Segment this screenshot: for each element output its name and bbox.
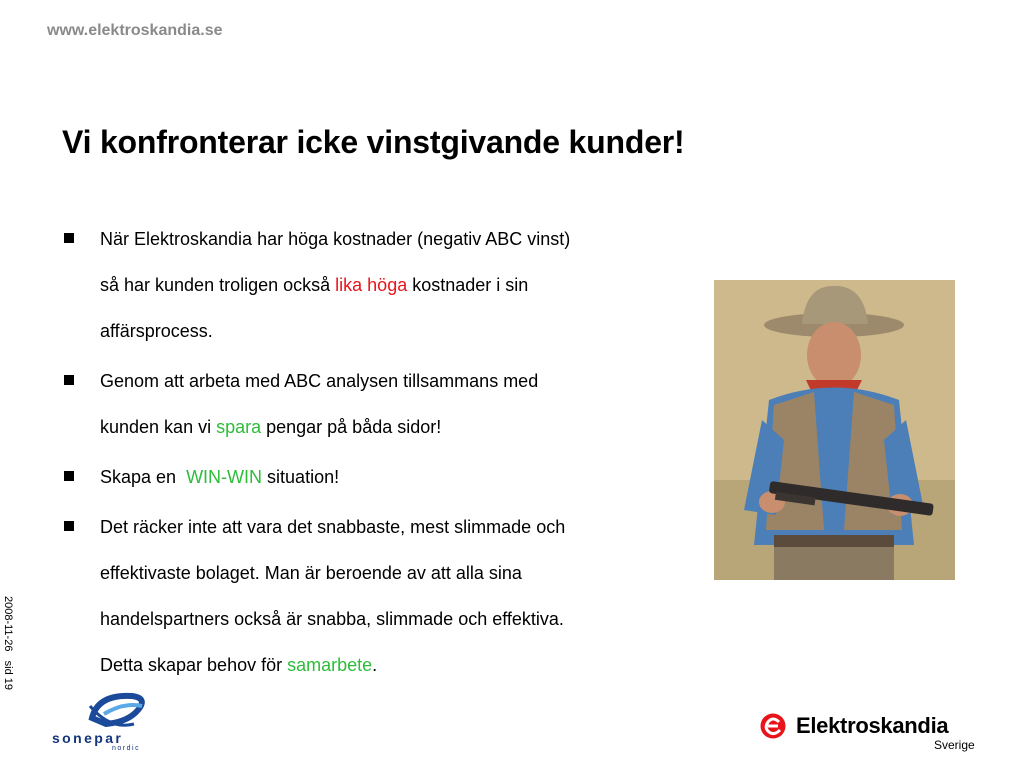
bullet-text: Detta skapar behov för bbox=[100, 655, 288, 675]
square-bullet-icon bbox=[64, 521, 74, 531]
square-bullet-icon bbox=[64, 233, 74, 243]
sonepar-wordmark: sonepar bbox=[52, 730, 124, 746]
bullet-text: pengar på båda sidor! bbox=[261, 417, 442, 437]
bullet-text: kostnader i sin bbox=[407, 275, 529, 295]
bullet-text: situation! bbox=[262, 467, 340, 487]
bullet-text: kunden kan vi bbox=[100, 417, 217, 437]
bullet-list bbox=[62, 216, 652, 692]
bullet-text: Genom att arbeta med ABC analysen tillsammans med bbox=[100, 371, 539, 391]
sonepar-globe-icon bbox=[50, 688, 156, 734]
bullet-text: När Elektroskandia har höga kostnader (negativ ABC vinst) bbox=[100, 229, 571, 249]
website-url: www.elektroskandia.se bbox=[47, 22, 223, 39]
bullet-item bbox=[62, 454, 652, 500]
highlight-text: WIN-WIN bbox=[186, 467, 263, 487]
bullet-text: affärsprocess. bbox=[100, 321, 213, 341]
elektroskandia-brand-subtitle: Sverige bbox=[934, 738, 975, 752]
bullet-item bbox=[62, 216, 652, 354]
bullet-text: Det räcker inte att vara det snabbaste, mest slimmade och bbox=[100, 517, 566, 537]
square-bullet-icon bbox=[64, 471, 74, 481]
cowboy-illustration bbox=[714, 280, 955, 580]
square-bullet-icon bbox=[64, 375, 74, 385]
elektroskandia-brand-name: Elektroskandia bbox=[796, 713, 949, 738]
highlight-text: samarbete bbox=[287, 655, 373, 675]
bullet-text: . bbox=[372, 655, 378, 675]
bullet-text: effektivaste bolaget. Man är beroende av att alla sina bbox=[100, 563, 522, 583]
bullet-item bbox=[62, 504, 652, 688]
side-date-label bbox=[0, 596, 14, 696]
elektroskandia-logo-icon bbox=[760, 713, 786, 739]
bullet-text: så har kunden troligen också bbox=[100, 275, 336, 295]
date-page-text: 2008-11-26 sid 19 bbox=[2, 596, 14, 690]
bullet-text: handelspartners också är snabba, slimmade och effektiva. bbox=[100, 609, 564, 629]
bullet-text: Skapa en bbox=[100, 467, 187, 487]
bullet-item bbox=[62, 358, 652, 450]
slide-title: Vi konfronterar icke vinstgivande kunder! bbox=[62, 124, 685, 160]
highlight-text: spara bbox=[216, 417, 262, 437]
cowboy-photo bbox=[714, 280, 955, 580]
sonepar-subtitle: nordic bbox=[112, 745, 141, 752]
highlight-text: lika höga bbox=[335, 275, 408, 295]
